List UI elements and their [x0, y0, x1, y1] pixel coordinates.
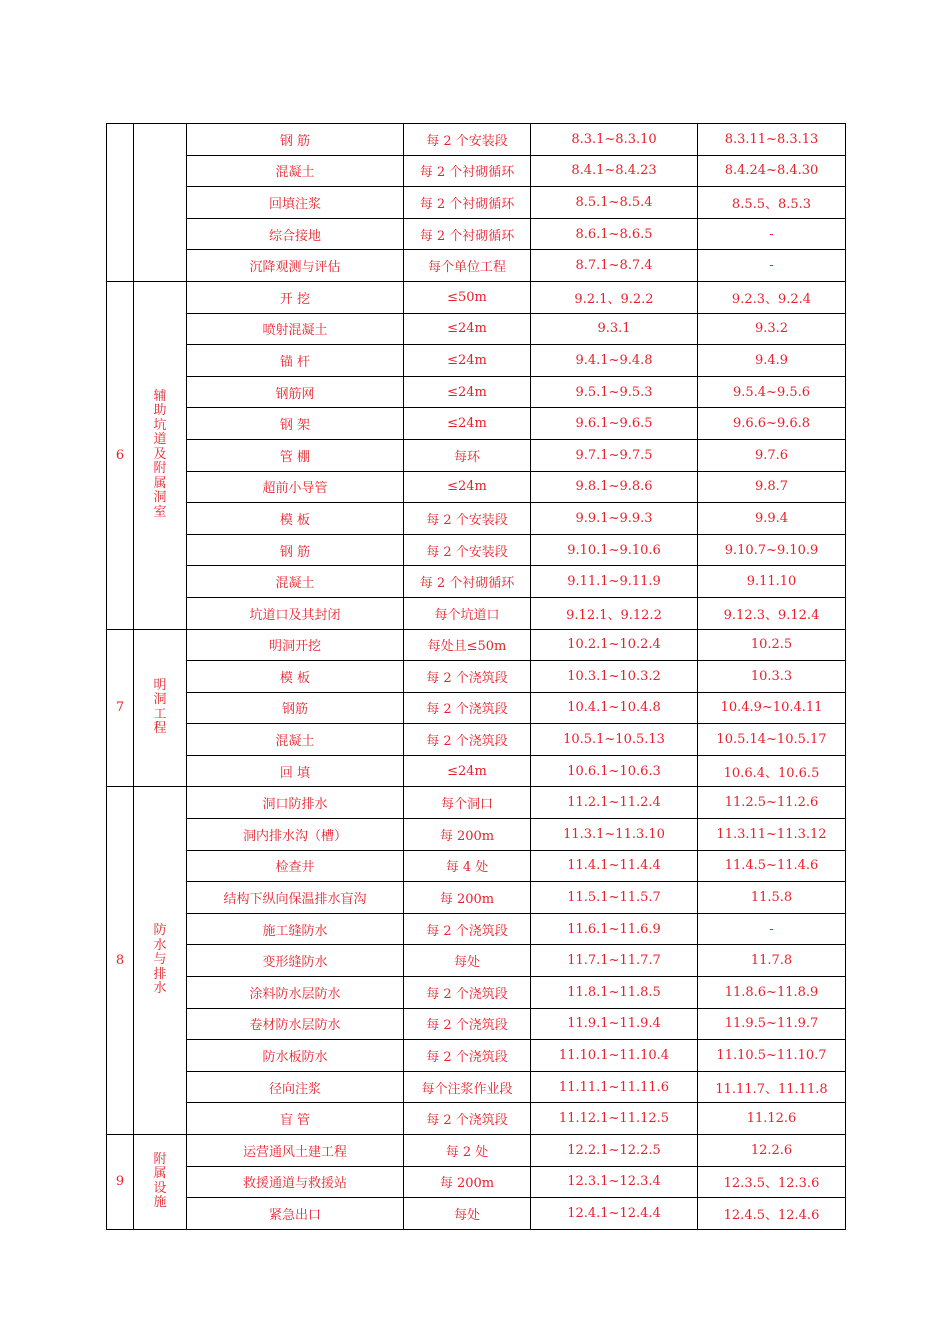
table-row [107, 913, 846, 945]
item-name-cell: 混凝土 [187, 566, 404, 598]
item-name-cell: 钢 筋 [187, 534, 404, 566]
quantity-cell: ≤50m [404, 281, 531, 313]
main-control-clause-cell: 8.3.1~8.3.10 [531, 124, 698, 156]
quantity-cell: 每个单位工程 [404, 250, 531, 282]
table-row [107, 755, 846, 787]
quantity-cell: 每 2 个安装段 [404, 534, 531, 566]
table-row [107, 819, 846, 851]
quantity-cell: 每 2 个衬砌循环 [404, 566, 531, 598]
main-control-clause-cell: 11.8.1~11.8.5 [531, 977, 698, 1009]
general-clause-cell: 9.9.4 [698, 503, 846, 535]
general-clause-cell: 9.12.3、9.12.4 [698, 597, 846, 629]
quantity-cell: 每 2 个浇筑段 [404, 692, 531, 724]
main-control-clause-cell: 9.7.1~9.7.5 [531, 439, 698, 471]
item-name-cell: 钢 架 [187, 408, 404, 440]
main-control-clause-cell: 9.12.1、9.12.2 [531, 597, 698, 629]
general-clause-cell: 9.6.6~9.6.8 [698, 408, 846, 440]
group-name-cell [134, 281, 187, 629]
item-name-cell: 超前小导管 [187, 471, 404, 503]
item-name-cell: 钢筋网 [187, 376, 404, 408]
item-name-cell: 模 板 [187, 503, 404, 535]
table-row [107, 471, 846, 503]
quantity-cell: 每 2 个浇筑段 [404, 913, 531, 945]
item-name-cell: 涂料防水层防水 [187, 977, 404, 1009]
item-name-cell: 管 棚 [187, 439, 404, 471]
table-row [107, 977, 846, 1009]
general-clause-cell: 11.10.5~11.10.7 [698, 1040, 846, 1072]
item-name-cell: 明洞开挖 [187, 629, 404, 661]
main-control-clause-cell: 9.11.1~9.11.9 [531, 566, 698, 598]
general-clause-cell: 9.5.4~9.5.6 [698, 376, 846, 408]
quantity-cell: 每环 [404, 439, 531, 471]
item-name-cell: 运营通风土建工程 [187, 1135, 404, 1167]
item-name-cell: 混凝土 [187, 724, 404, 756]
group-number-cell: 9 [107, 1135, 134, 1230]
group-number-cell: 8 [107, 787, 134, 1135]
table-row [107, 439, 846, 471]
group-number-cell: 7 [107, 629, 134, 787]
general-clause-cell: 11.9.5~11.9.7 [698, 1008, 846, 1040]
general-clause-cell: 12.3.5、12.3.6 [698, 1166, 846, 1198]
main-control-clause-cell: 9.2.1、9.2.2 [531, 281, 698, 313]
quantity-cell: 每 2 个浇筑段 [404, 1103, 531, 1135]
table-row [107, 724, 846, 756]
table-row [107, 1198, 846, 1230]
general-clause-cell: 10.6.4、10.6.5 [698, 755, 846, 787]
group-name-cell [134, 124, 187, 282]
general-clause-cell: 10.4.9~10.4.11 [698, 692, 846, 724]
table-row [107, 692, 846, 724]
item-name-cell: 检查井 [187, 850, 404, 882]
inspection-table [106, 123, 846, 1230]
table-row [107, 281, 846, 313]
quantity-cell: ≤24m [404, 755, 531, 787]
group-name-cell [134, 1135, 187, 1230]
general-clause-cell: 9.7.6 [698, 439, 846, 471]
general-clause-cell: 11.3.11~11.3.12 [698, 819, 846, 851]
item-name-cell: 径向注浆 [187, 1071, 404, 1103]
item-name-cell: 结构下纵向保温排水盲沟 [187, 882, 404, 914]
main-control-clause-cell: 9.6.1~9.6.5 [531, 408, 698, 440]
main-control-clause-cell: 10.6.1~10.6.3 [531, 755, 698, 787]
quantity-cell: 每 4 处 [404, 850, 531, 882]
table-row [107, 1166, 846, 1198]
table-row [107, 629, 846, 661]
table-row [107, 1008, 846, 1040]
group-name-text: 明洞工程 [153, 677, 167, 737]
item-name-cell: 洞口防排水 [187, 787, 404, 819]
main-control-clause-cell: 11.9.1~11.9.4 [531, 1008, 698, 1040]
table-row [107, 661, 846, 693]
table-row [107, 597, 846, 629]
item-name-cell: 沉降观测与评估 [187, 250, 404, 282]
general-clause-cell: 9.10.7~9.10.9 [698, 534, 846, 566]
general-clause-cell: 8.4.24~8.4.30 [698, 155, 846, 187]
general-clause-cell: 8.5.5、8.5.3 [698, 187, 846, 219]
quantity-cell: 每 2 个安装段 [404, 124, 531, 156]
general-clause-cell: 10.3.3 [698, 661, 846, 693]
quantity-cell: 每 200m [404, 882, 531, 914]
general-clause-cell: 11.5.8 [698, 882, 846, 914]
main-control-clause-cell: 10.4.1~10.4.8 [531, 692, 698, 724]
group-name-text: 防水与排水 [153, 923, 167, 997]
main-control-clause-cell: 9.9.1~9.9.3 [531, 503, 698, 535]
main-control-clause-cell: 10.2.1~10.2.4 [531, 629, 698, 661]
main-control-clause-cell: 8.5.1~8.5.4 [531, 187, 698, 219]
main-control-clause-cell: 11.5.1~11.5.7 [531, 882, 698, 914]
main-control-clause-cell: 10.3.1~10.3.2 [531, 661, 698, 693]
group-name-text: 辅助坑道及附属洞室 [153, 388, 167, 520]
quantity-cell: 每 2 个衬砌循环 [404, 218, 531, 250]
quantity-cell: ≤24m [404, 376, 531, 408]
item-name-cell: 锚 杆 [187, 345, 404, 377]
main-control-clause-cell: 10.5.1~10.5.13 [531, 724, 698, 756]
general-clause-cell: 10.2.5 [698, 629, 846, 661]
group-name-text: 附属设施 [153, 1151, 167, 1211]
item-name-cell: 钢筋 [187, 692, 404, 724]
item-name-cell: 变形缝防水 [187, 945, 404, 977]
main-control-clause-cell: 9.4.1~9.4.8 [531, 345, 698, 377]
table-body [107, 124, 846, 1230]
general-clause-cell: 9.2.3、9.2.4 [698, 281, 846, 313]
main-control-clause-cell: 9.3.1 [531, 313, 698, 345]
general-clause-cell: 11.8.6~11.8.9 [698, 977, 846, 1009]
table-row [107, 250, 846, 282]
group-name-cell [134, 629, 187, 787]
quantity-cell: 每 2 个衬砌循环 [404, 155, 531, 187]
quantity-cell: 每 2 个浇筑段 [404, 1008, 531, 1040]
table-row [107, 1135, 846, 1167]
table-row [107, 1071, 846, 1103]
general-clause-cell: 11.11.7、11.11.8 [698, 1071, 846, 1103]
table-row [107, 945, 846, 977]
table-row [107, 155, 846, 187]
general-clause-cell: 8.3.11~8.3.13 [698, 124, 846, 156]
main-control-clause-cell: 9.5.1~9.5.3 [531, 376, 698, 408]
main-control-clause-cell: 11.4.1~11.4.4 [531, 850, 698, 882]
quantity-cell: 每 2 个安装段 [404, 503, 531, 535]
main-control-clause-cell: 8.4.1~8.4.23 [531, 155, 698, 187]
quantity-cell: 每 2 个浇筑段 [404, 661, 531, 693]
table-row [107, 566, 846, 598]
main-control-clause-cell: 11.7.1~11.7.7 [531, 945, 698, 977]
quantity-cell: 每 200m [404, 819, 531, 851]
item-name-cell: 坑道口及其封闭 [187, 597, 404, 629]
table-row [107, 534, 846, 566]
table-row [107, 187, 846, 219]
main-control-clause-cell: 11.2.1~11.2.4 [531, 787, 698, 819]
main-control-clause-cell: 11.10.1~11.10.4 [531, 1040, 698, 1072]
item-name-cell: 回填注浆 [187, 187, 404, 219]
item-name-cell: 救援通道与救援站 [187, 1166, 404, 1198]
main-control-clause-cell: 9.8.1~9.8.6 [531, 471, 698, 503]
main-control-clause-cell: 8.6.1~8.6.5 [531, 218, 698, 250]
general-clause-cell: - [698, 250, 846, 282]
table-row [107, 218, 846, 250]
table-row [107, 124, 846, 156]
main-control-clause-cell: 9.10.1~9.10.6 [531, 534, 698, 566]
group-number-cell: 6 [107, 281, 134, 629]
table-row [107, 408, 846, 440]
table-row [107, 850, 846, 882]
quantity-cell: ≤24m [404, 313, 531, 345]
quantity-cell: 每 2 个浇筑段 [404, 1040, 531, 1072]
item-name-cell: 紧急出口 [187, 1198, 404, 1230]
main-control-clause-cell: 11.12.1~11.12.5 [531, 1103, 698, 1135]
table-row [107, 1040, 846, 1072]
quantity-cell: ≤24m [404, 345, 531, 377]
quantity-cell: 每个坑道口 [404, 597, 531, 629]
general-clause-cell: 9.3.2 [698, 313, 846, 345]
item-name-cell: 盲 管 [187, 1103, 404, 1135]
quantity-cell: 每处 [404, 945, 531, 977]
general-clause-cell: - [698, 913, 846, 945]
main-control-clause-cell: 8.7.1~8.7.4 [531, 250, 698, 282]
general-clause-cell: 9.8.7 [698, 471, 846, 503]
item-name-cell: 钢 筋 [187, 124, 404, 156]
general-clause-cell: 9.11.10 [698, 566, 846, 598]
quantity-cell: 每处 [404, 1198, 531, 1230]
table-row [107, 503, 846, 535]
quantity-cell: ≤24m [404, 471, 531, 503]
main-control-clause-cell: 11.11.1~11.11.6 [531, 1071, 698, 1103]
general-clause-cell: 11.4.5~11.4.6 [698, 850, 846, 882]
quantity-cell: 每 2 个浇筑段 [404, 724, 531, 756]
table-row [107, 376, 846, 408]
general-clause-cell: 11.7.8 [698, 945, 846, 977]
inspection-table-page [106, 123, 845, 1230]
item-name-cell: 洞内排水沟（槽） [187, 819, 404, 851]
main-control-clause-cell: 12.3.1~12.3.4 [531, 1166, 698, 1198]
table-row [107, 313, 846, 345]
item-name-cell: 施工缝防水 [187, 913, 404, 945]
quantity-cell: 每个洞口 [404, 787, 531, 819]
item-name-cell: 卷材防水层防水 [187, 1008, 404, 1040]
main-control-clause-cell: 11.6.1~11.6.9 [531, 913, 698, 945]
general-clause-cell: 12.2.6 [698, 1135, 846, 1167]
table-row [107, 345, 846, 377]
item-name-cell: 防水板防水 [187, 1040, 404, 1072]
quantity-cell: ≤24m [404, 408, 531, 440]
general-clause-cell: 10.5.14~10.5.17 [698, 724, 846, 756]
item-name-cell: 综合接地 [187, 218, 404, 250]
general-clause-cell: 11.12.6 [698, 1103, 846, 1135]
general-clause-cell: 12.4.5、12.4.6 [698, 1198, 846, 1230]
quantity-cell: 每 2 个浇筑段 [404, 977, 531, 1009]
main-control-clause-cell: 12.2.1~12.2.5 [531, 1135, 698, 1167]
quantity-cell: 每 2 处 [404, 1135, 531, 1167]
main-control-clause-cell: 11.3.1~11.3.10 [531, 819, 698, 851]
table-row [107, 787, 846, 819]
main-control-clause-cell: 12.4.1~12.4.4 [531, 1198, 698, 1230]
table-row [107, 882, 846, 914]
item-name-cell: 回 填 [187, 755, 404, 787]
item-name-cell: 混凝土 [187, 155, 404, 187]
table-row [107, 1103, 846, 1135]
general-clause-cell: 11.2.5~11.2.6 [698, 787, 846, 819]
quantity-cell: 每 2 个衬砌循环 [404, 187, 531, 219]
quantity-cell: 每 200m [404, 1166, 531, 1198]
group-name-cell [134, 787, 187, 1135]
general-clause-cell: - [698, 218, 846, 250]
group-number-cell [107, 124, 134, 282]
item-name-cell: 模 板 [187, 661, 404, 693]
general-clause-cell: 9.4.9 [698, 345, 846, 377]
quantity-cell: 每个注浆作业段 [404, 1071, 531, 1103]
quantity-cell: 每处且≤50m [404, 629, 531, 661]
item-name-cell: 开 挖 [187, 281, 404, 313]
item-name-cell: 喷射混凝土 [187, 313, 404, 345]
